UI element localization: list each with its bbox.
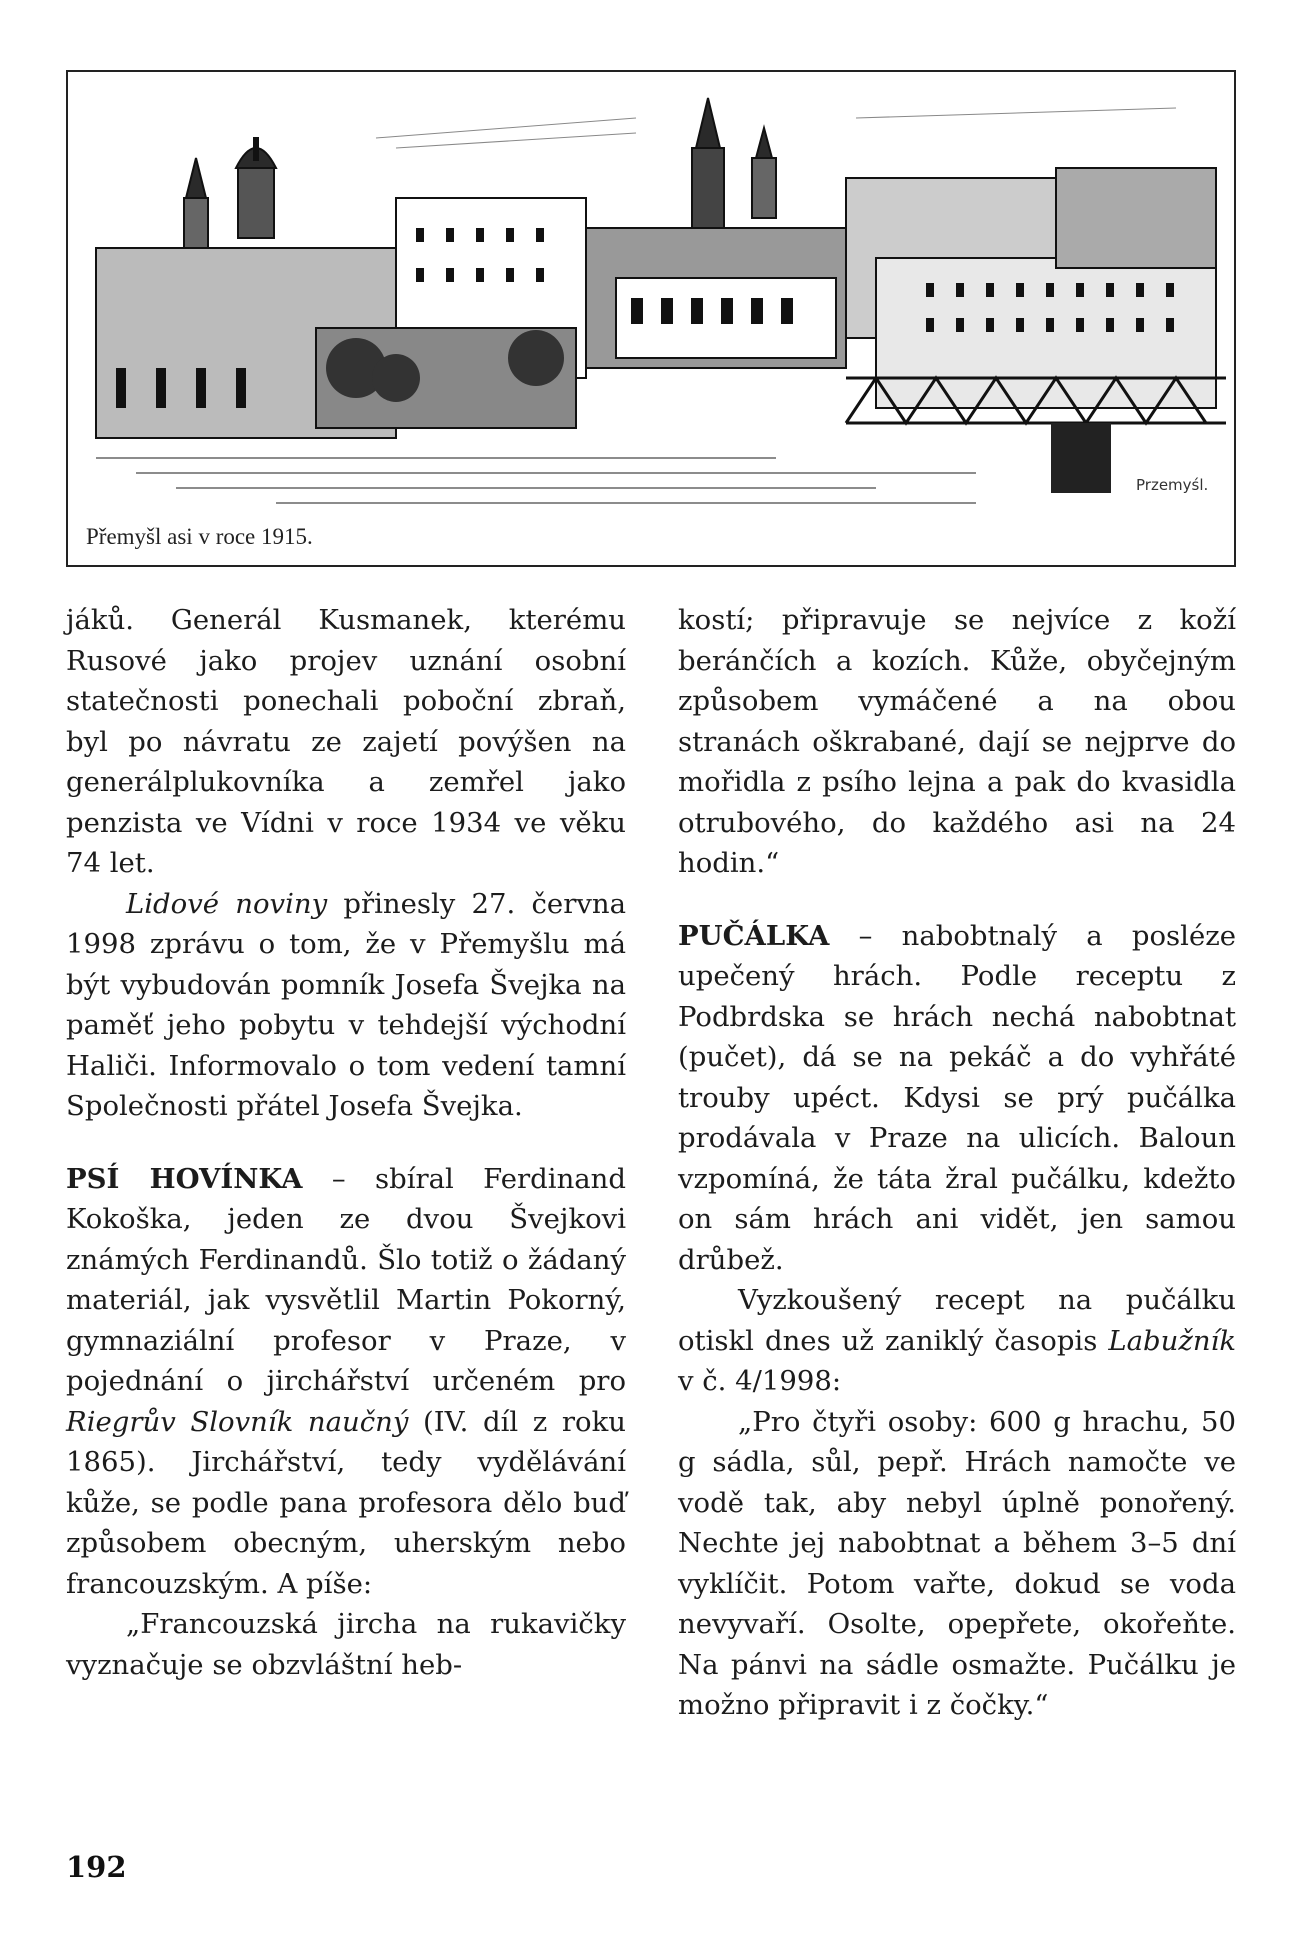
illustration-frame bbox=[66, 70, 1236, 567]
paragraph-text: přinesly 27. června 1998 zprávu o tom, že v Přemyšlu má být vybudován pomník Josefa Švejka na paměť jeho pobytu v tehdejší východní Haliči. Informovalo o tom vedení tamní Společnosti přátel Josefa Švejka. bbox=[66, 887, 626, 1122]
paragraph-text: – nabobtnalý a posléze upečený hrách. Podle receptu z Podbrdska se hrách nechá nabobtnat (pučet), dá se na pekáč a do vyhřáté trouby upéct. Kdysi se prý pučálka prodávala v Praze na ulicích. Baloun vzpomíná, že táta žral pučálku, kdežto on sám hrách ani vidět, jen samou drůbež. bbox=[678, 919, 1236, 1276]
paragraph-text: (IV. díl z roku 1865). Jirchářství, tedy vydělávání kůže, se podle pana profesora dělo buď způsobem obecným, uherským nebo francouzským. A píše: bbox=[66, 1405, 626, 1600]
entry-headword: PUČÁLKA bbox=[678, 919, 830, 952]
town-engraving bbox=[76, 78, 1226, 518]
magazine-title: Labužník bbox=[1108, 1324, 1236, 1357]
paragraph-text: „Francouzská jircha na rukavičky vyznačuje se obzvláštní heb- bbox=[66, 1608, 626, 1681]
figure-caption: Přemyšl asi v roce 1915. bbox=[86, 524, 313, 549]
paragraph bbox=[678, 600, 1236, 884]
paragraph-text: kostí; připravuje se nejvíce z koží beránčích a kozích. Kůže, obyčejným způsobem vymáčené a na obou stranách oškrabané, dají se nejprve do mořidla z psího lejna a pak do kvasidla otrubového, do každého asi na 24 hodin.“ bbox=[678, 604, 1236, 879]
newspaper-title: Lidové noviny bbox=[126, 887, 328, 920]
paragraph-text: „Pro čtyři osoby: 600 g hrachu, 50 g sádla, sůl, pepř. Hrách namočte ve vodě tak, aby nebyl úplně ponořený. Nechte jej nabobtnat a během 3–5 dní vyklíčit. Potom vařte, dokud se voda nevyvaří. Osolte, opepřete, okořeňte. Na pánvi na sádle osmažte. Pučálku je možno připravit i z čočky.“ bbox=[678, 1405, 1236, 1721]
paragraph bbox=[66, 600, 626, 884]
entry-headword: PSÍ HOVÍNKA bbox=[66, 1162, 303, 1195]
entry-pucalka bbox=[678, 916, 1236, 1281]
quote-paragraph bbox=[66, 1604, 626, 1685]
paragraph bbox=[678, 1280, 1236, 1402]
entry-psi-hovinka bbox=[66, 1159, 626, 1605]
quote-paragraph bbox=[678, 1402, 1236, 1726]
left-column bbox=[66, 600, 626, 1685]
engraving-signature: Przemyśl. bbox=[1136, 476, 1209, 494]
paragraph bbox=[66, 884, 626, 1127]
paragraph-text: v č. 4/1998: bbox=[678, 1365, 842, 1397]
paragraph-text: – sbíral Ferdinand Kokoška, jeden ze dvou Švejkovi známých Ferdinandů. Šlo totiž o žádaný materiál, jak vysvětlil Martin Pokorný, gymnaziální profesor v Praze, v pojednání o jirchářství určeném pro bbox=[66, 1162, 626, 1397]
page-number: 192 bbox=[66, 1850, 127, 1884]
paragraph-text: jáků. Generál Kusmanek, kterému Rusové jako projev uznání osobní statečnosti ponechali poboční zbraň, byl po návratu ze zajetí povýšen na generálplukovníka a zemřel jako penzista ve Vídni v roce 1934 ve věku 74 let. bbox=[66, 604, 626, 879]
paragraph-text: Vyzkoušený recept na pučálku otiskl dnes už zaniklý časopis bbox=[678, 1284, 1236, 1357]
right-column bbox=[678, 600, 1236, 1726]
book-title: Riegrův Slovník naučný bbox=[66, 1405, 409, 1438]
